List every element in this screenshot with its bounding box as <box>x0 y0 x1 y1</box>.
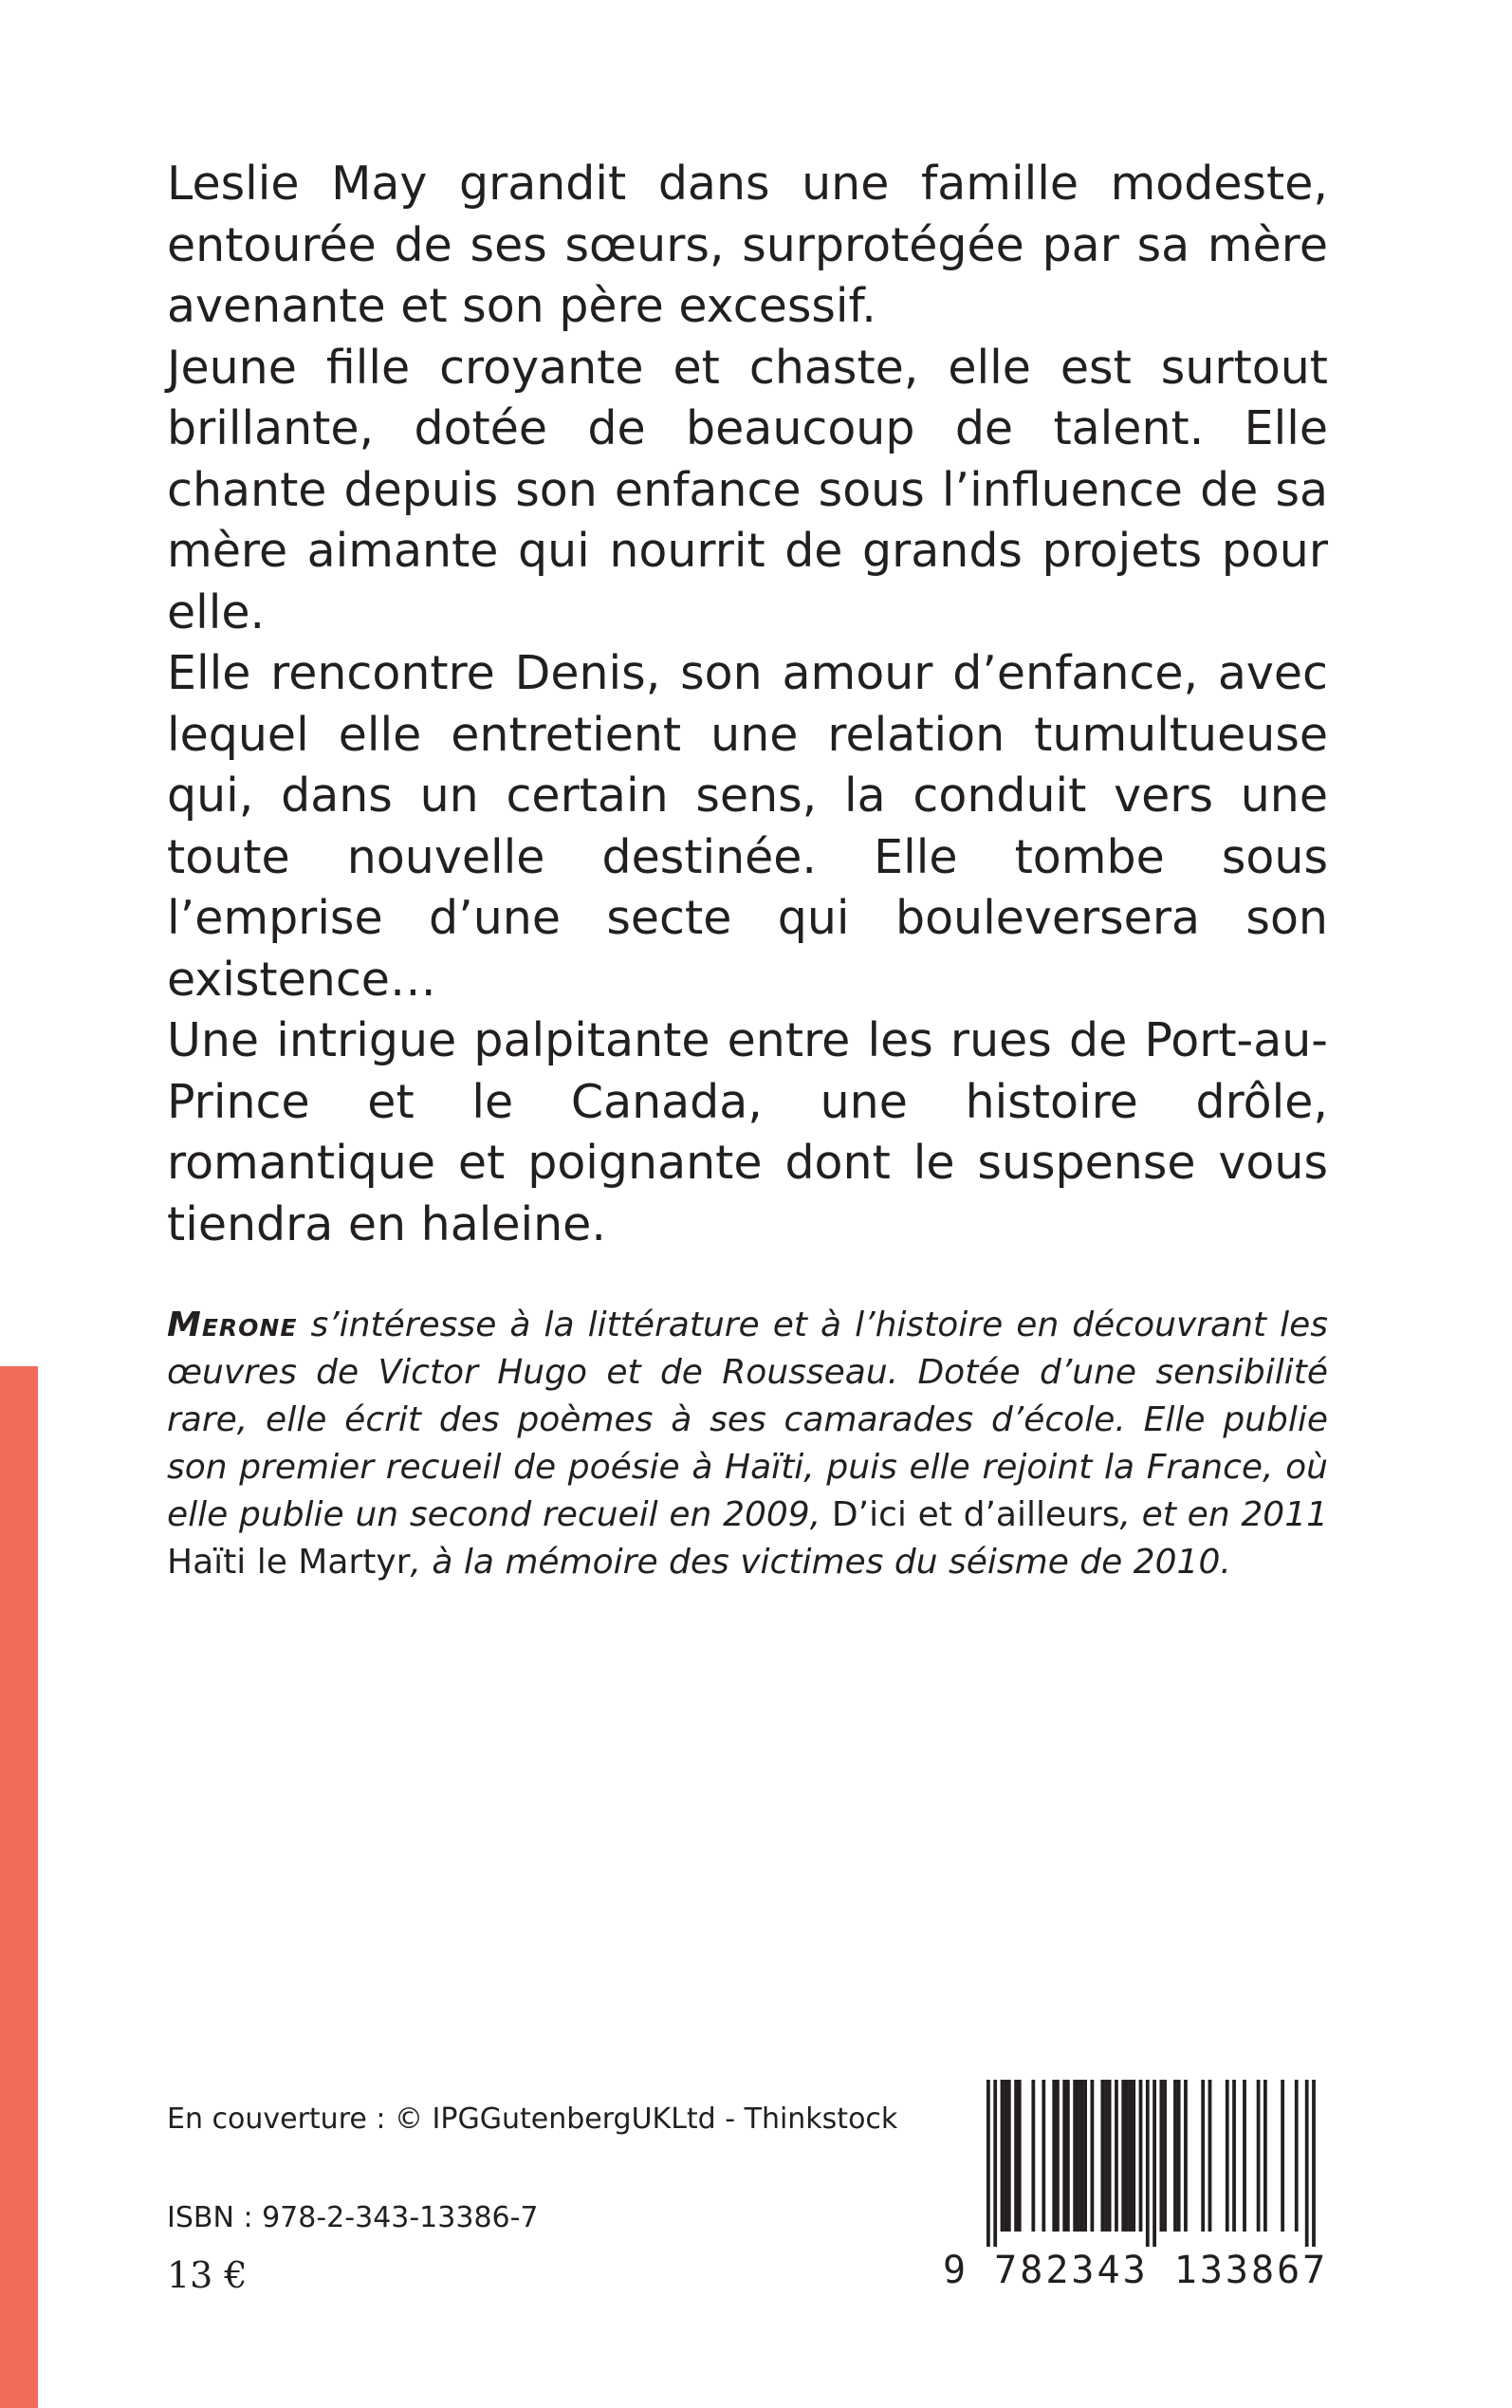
barcode-bar <box>1091 2080 1095 2232</box>
author-name: Merone <box>167 1306 298 1344</box>
cover-credits: En couverture : © IPGGutenbergUKLtd - Thinkstock <box>167 2102 898 2136</box>
barcode-bar <box>1056 2080 1060 2232</box>
blurb-paragraph: Une intrigue palpitante entre les rues de Port-au-Prince et le Canada, une histoire drôle, romantique et poignante dont le suspense vous tiendra en haleine. <box>167 1013 1328 1251</box>
barcode-bar <box>1100 2080 1104 2232</box>
barcode-bar <box>1077 2080 1080 2232</box>
barcode-bar <box>1052 2080 1056 2232</box>
isbn: ISBN : 978-2-343-13386-7 <box>167 2201 539 2234</box>
barcode-bar <box>1257 2080 1261 2232</box>
barcode-bar <box>1004 2080 1007 2232</box>
barcode-bar <box>1139 2080 1143 2232</box>
barcode-bar <box>1312 2080 1316 2247</box>
book-blurb <box>167 154 1328 1255</box>
barcode-bar <box>1281 2080 1284 2232</box>
barcode-bar <box>1062 2080 1066 2232</box>
accent-bar <box>0 1366 38 2408</box>
barcode-bar <box>1066 2080 1070 2232</box>
barcode-bar <box>1080 2080 1084 2232</box>
barcode-bar <box>1031 2080 1035 2232</box>
barcode-bar <box>1132 2080 1135 2232</box>
barcode-bar <box>1243 2080 1246 2232</box>
barcode-bar <box>1125 2080 1129 2232</box>
barcode-bar <box>1042 2080 1045 2232</box>
barcode-bar <box>1083 2080 1087 2232</box>
barcode-bar <box>1160 2080 1164 2232</box>
blurb-paragraph: Leslie May grandit dans une famille modeste, entourée de ses sœurs, surprotégée par sa mère avenante et son père excessif. <box>167 157 1328 333</box>
bio-text: s’intéresse à la littérature et à l’histoire en découvrant les œuvres de Victor Hugo et de Rousseau. Dotée d’une sensibilité rare, elle écrit des poèmes à ses camarades d’école. Elle publie son premier recueil de poésie à Haïti, puis elle rejoint la France, où elle publie un second recueil en 2009, <box>167 1306 1328 1534</box>
barcode-bar <box>1115 2080 1118 2232</box>
barcode-bar <box>1295 2080 1299 2232</box>
barcode-bar <box>1163 2080 1167 2232</box>
barcode-bar <box>1232 2080 1236 2232</box>
barcode-bar <box>1173 2080 1177 2232</box>
barcode-bar <box>1018 2080 1022 2232</box>
barcode-bar <box>1146 2080 1150 2247</box>
barcode-bar <box>1014 2080 1018 2232</box>
barcode-bar <box>1007 2080 1011 2232</box>
barcode-bar <box>1305 2080 1309 2247</box>
barcode-bar <box>1201 2080 1205 2232</box>
bio-text: , à la mémoire des victimes du séisme de 2010. <box>410 1543 1231 1582</box>
book-title: D’ici et d’ailleurs <box>831 1495 1120 1534</box>
barcode-bar <box>1121 2080 1125 2232</box>
book-title: Haïti le Martyr <box>167 1543 411 1582</box>
barcode-bar <box>1108 2080 1112 2232</box>
barcode-bar <box>1073 2080 1077 2232</box>
barcode-bar <box>1129 2080 1133 2232</box>
barcode-bar <box>986 2080 990 2247</box>
barcode-bar <box>1152 2080 1156 2247</box>
blurb-paragraph: Jeune fille croyante et chaste, elle est surtout brillante, dotée de beaucoup de talent. Elle chante depuis son enfance sous l’influence de sa mère aimante qui nourrit de grands projets pour elle. <box>167 340 1328 639</box>
barcode-bar <box>1263 2080 1267 2232</box>
author-bio <box>167 1302 1328 1586</box>
blurb-paragraph: Elle rencontre Denis, son amour d’enfance, avec lequel elle entretient une relation tumultueuse qui, dans un certain sens, la conduit vers une toute nouvelle destinée. Elle tombe sous l’emprise d’une secte qui bouleversera son existence… <box>167 646 1328 1007</box>
bio-text: , et en 2011 <box>1119 1495 1329 1534</box>
barcode-bar <box>1177 2080 1181 2232</box>
barcode-bar <box>1208 2080 1212 2232</box>
barcode-bar <box>993 2080 997 2247</box>
barcode-bar <box>1184 2080 1188 2232</box>
barcode-bar <box>1104 2080 1108 2232</box>
barcode-bar <box>1226 2080 1229 2232</box>
price: 13 € <box>167 2254 248 2296</box>
barcode-digits: 9 782343 133867 <box>943 2249 1329 2292</box>
barcode-bar <box>1001 2080 1005 2232</box>
barcode-bars <box>943 2080 1334 2247</box>
